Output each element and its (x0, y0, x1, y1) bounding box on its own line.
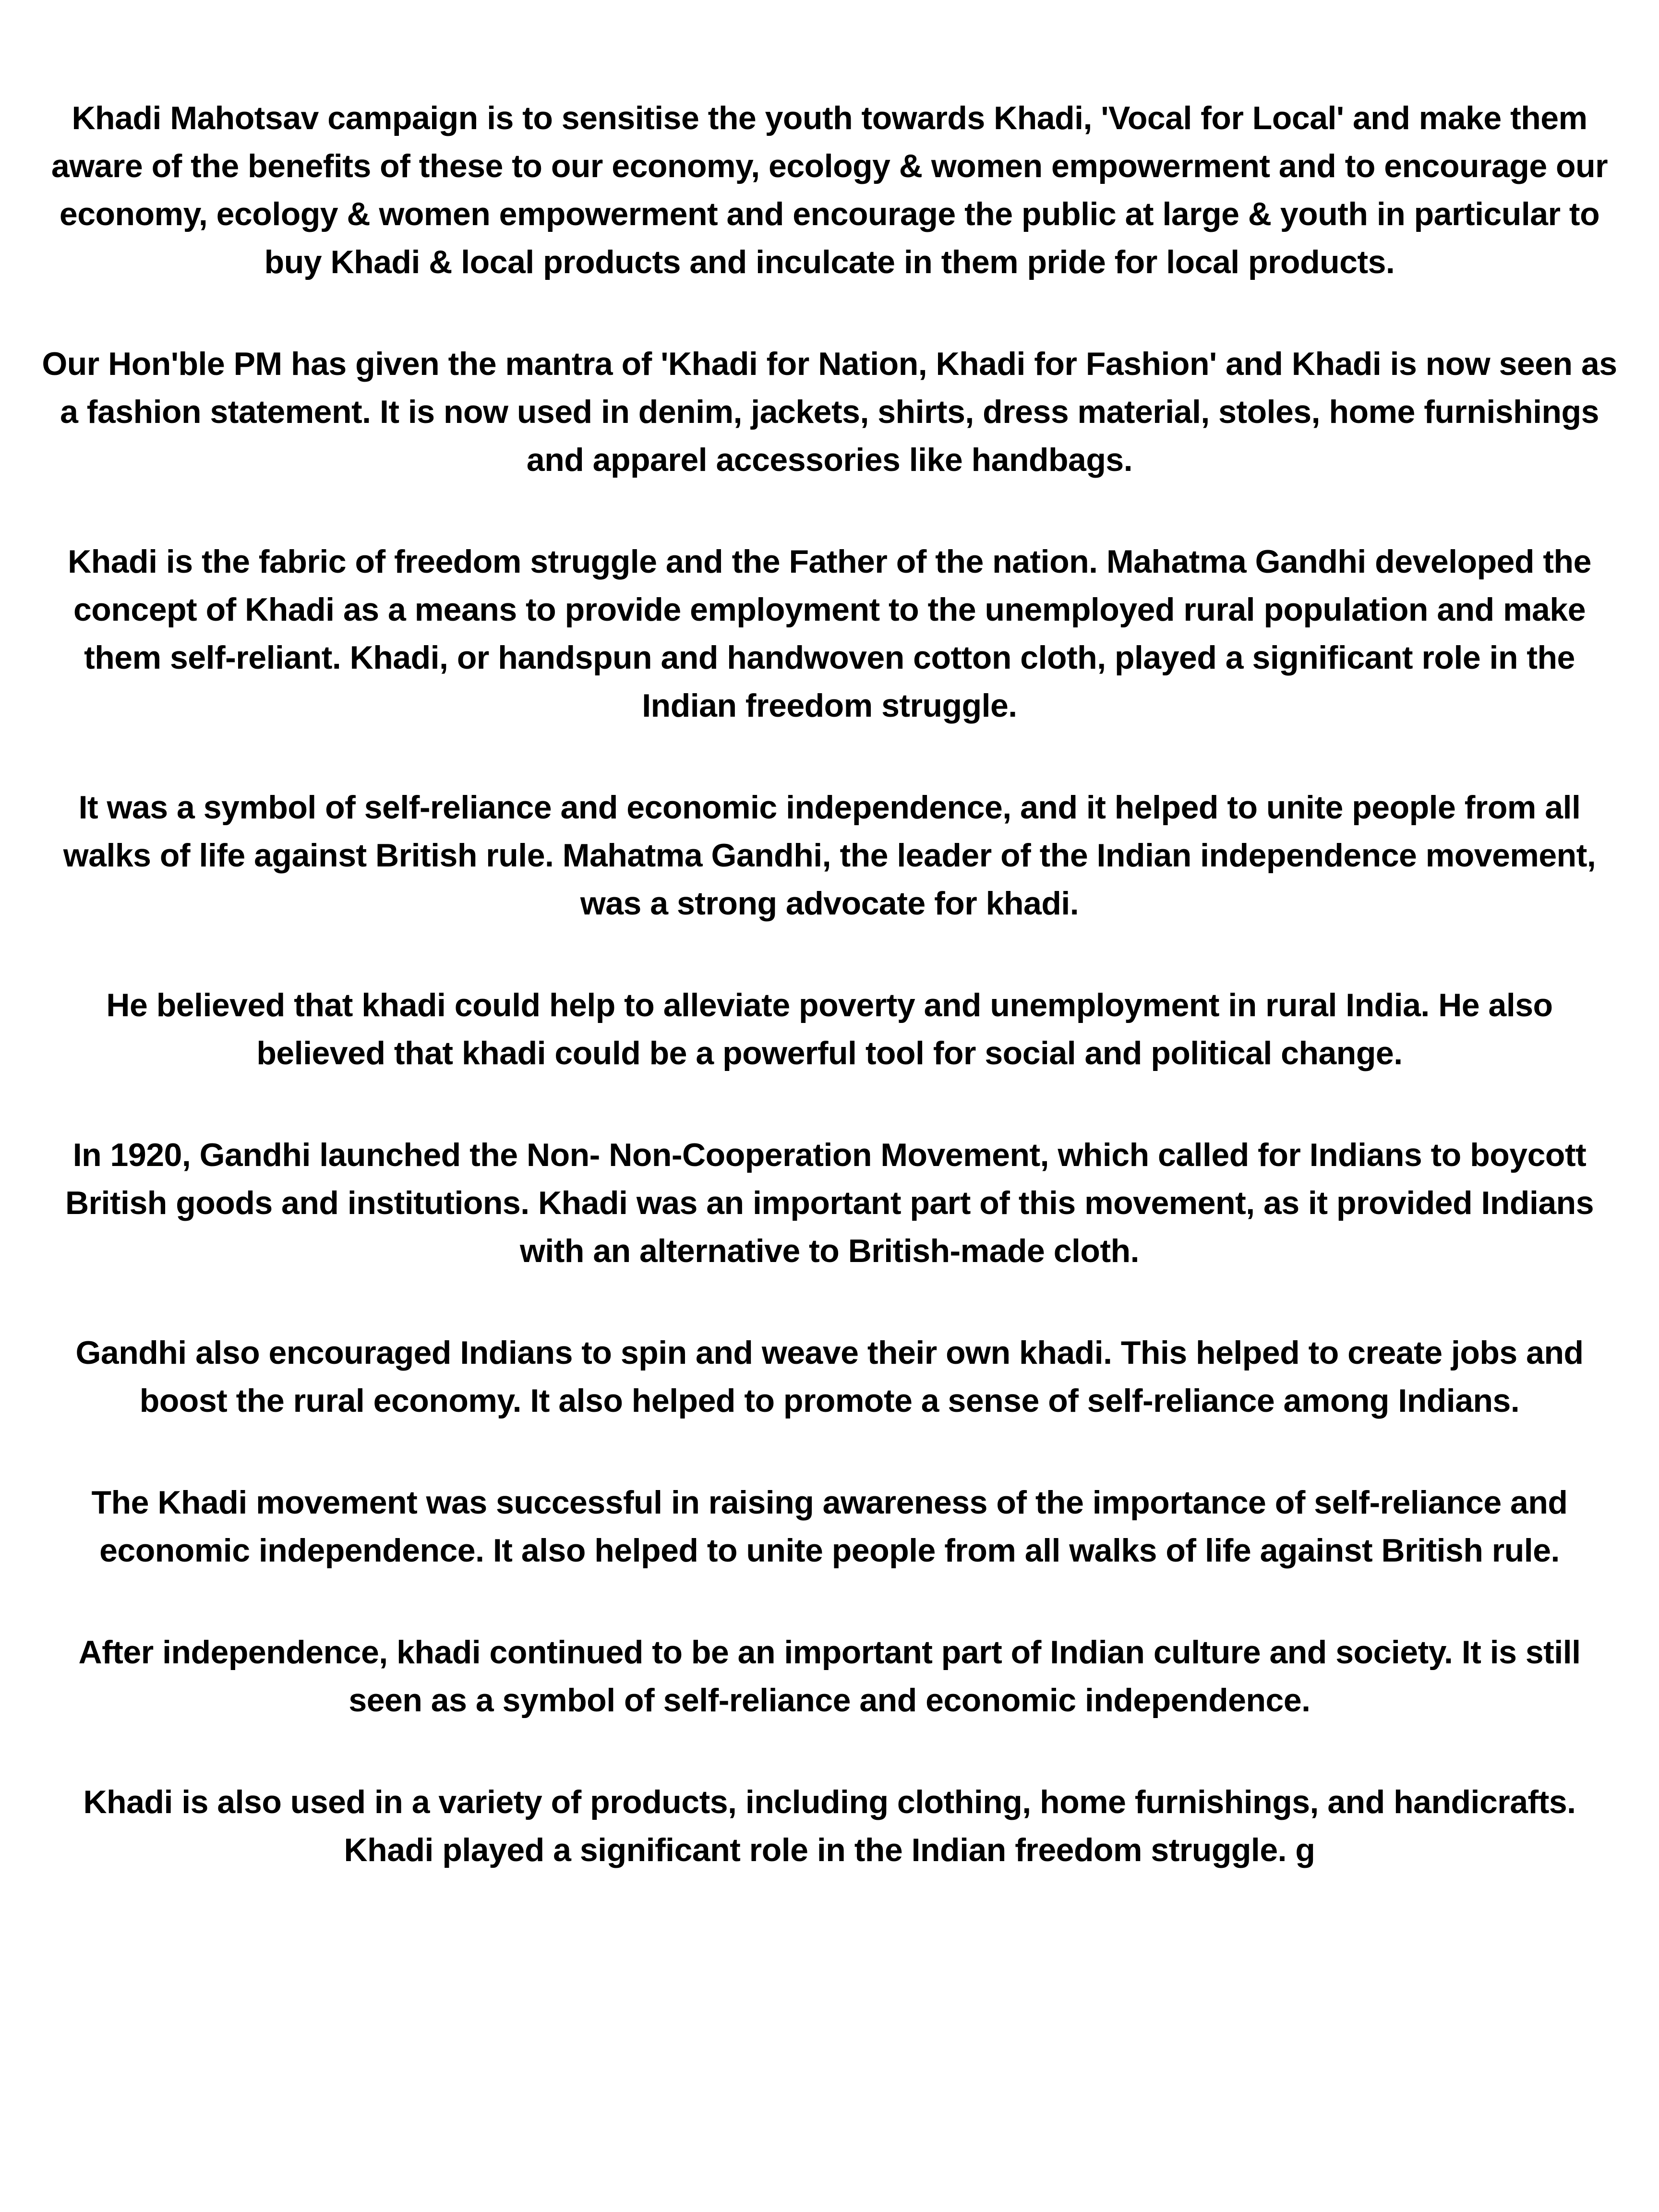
paragraph-gandhi-belief: He believed that khadi could help to alleviate poverty and unemployment in rural India. He also believed that khadi could be a powerful tool for social and political change. (106, 987, 1553, 1071)
paragraph-fabric-of-freedom: Khadi is the fabric of freedom struggle and the Father of the nation. Mahatma Gandhi developed the concept of Khadi as a means to provide employment to the unemployed rural population and make them self-reliant. Khadi, or handspun and handwoven cotton cloth, played a significant role in the Indian freedom struggle. (68, 543, 1591, 724)
paragraph-non-cooperation-movement: In 1920, Gandhi launched the Non- Non-Cooperation Movement, which called for Indians to boycott British goods and institutions. Khadi was an important part of this movement, as it provided Indians with an alternative to British-made cloth. (65, 1137, 1594, 1269)
paragraph-khadi-mahotsav-campaign: Khadi Mahotsav campaign is to sensitise the youth towards Khadi, 'Vocal for Local' and make them aware of the benefits of these to our economy, ecology & women empowerment and to encourage our economy, ecology & women empowerment and encourage the public at large & youth in particular to buy Khadi & local products and inculcate in them pride for local products. (51, 100, 1608, 280)
paragraph-movement-success: The Khadi movement was successful in raising awareness of the importance of self-reliance and economic independence. It also helped to unite people from all walks of life against British rule. (91, 1484, 1568, 1569)
paragraph-spin-and-weave: Gandhi also encouraged Indians to spin and weave their own khadi. This helped to create jobs and boost the rural economy. It also helped to promote a sense of self-reliance among Indians. (75, 1334, 1584, 1419)
paragraph-pm-mantra: Our Hon'ble PM has given the mantra of 'Khadi for Nation, Khadi for Fashion' and Khadi is now seen as a fashion statement. It is now used in denim, jackets, shirts, dress material, stoles, home furnishings and apparel accessories like handbags. (42, 346, 1617, 478)
paragraph-symbol-of-self-reliance: It was a symbol of self-reliance and economic independence, and it helped to unite people from all walks of life against British rule. Mahatma Gandhi, the leader of the Indian independence movement, was a strong advocate for khadi. (63, 789, 1596, 922)
paragraph-after-independence: After independence, khadi continued to be an important part of Indian culture and society. It is still seen as a symbol of self-reliance and economic independence. (78, 1634, 1581, 1719)
paragraph-khadi-products: Khadi is also used in a variety of products, including clothing, home furnishings, and handicrafts. Khadi played a significant role in the Indian freedom struggle. g (83, 1784, 1576, 1868)
